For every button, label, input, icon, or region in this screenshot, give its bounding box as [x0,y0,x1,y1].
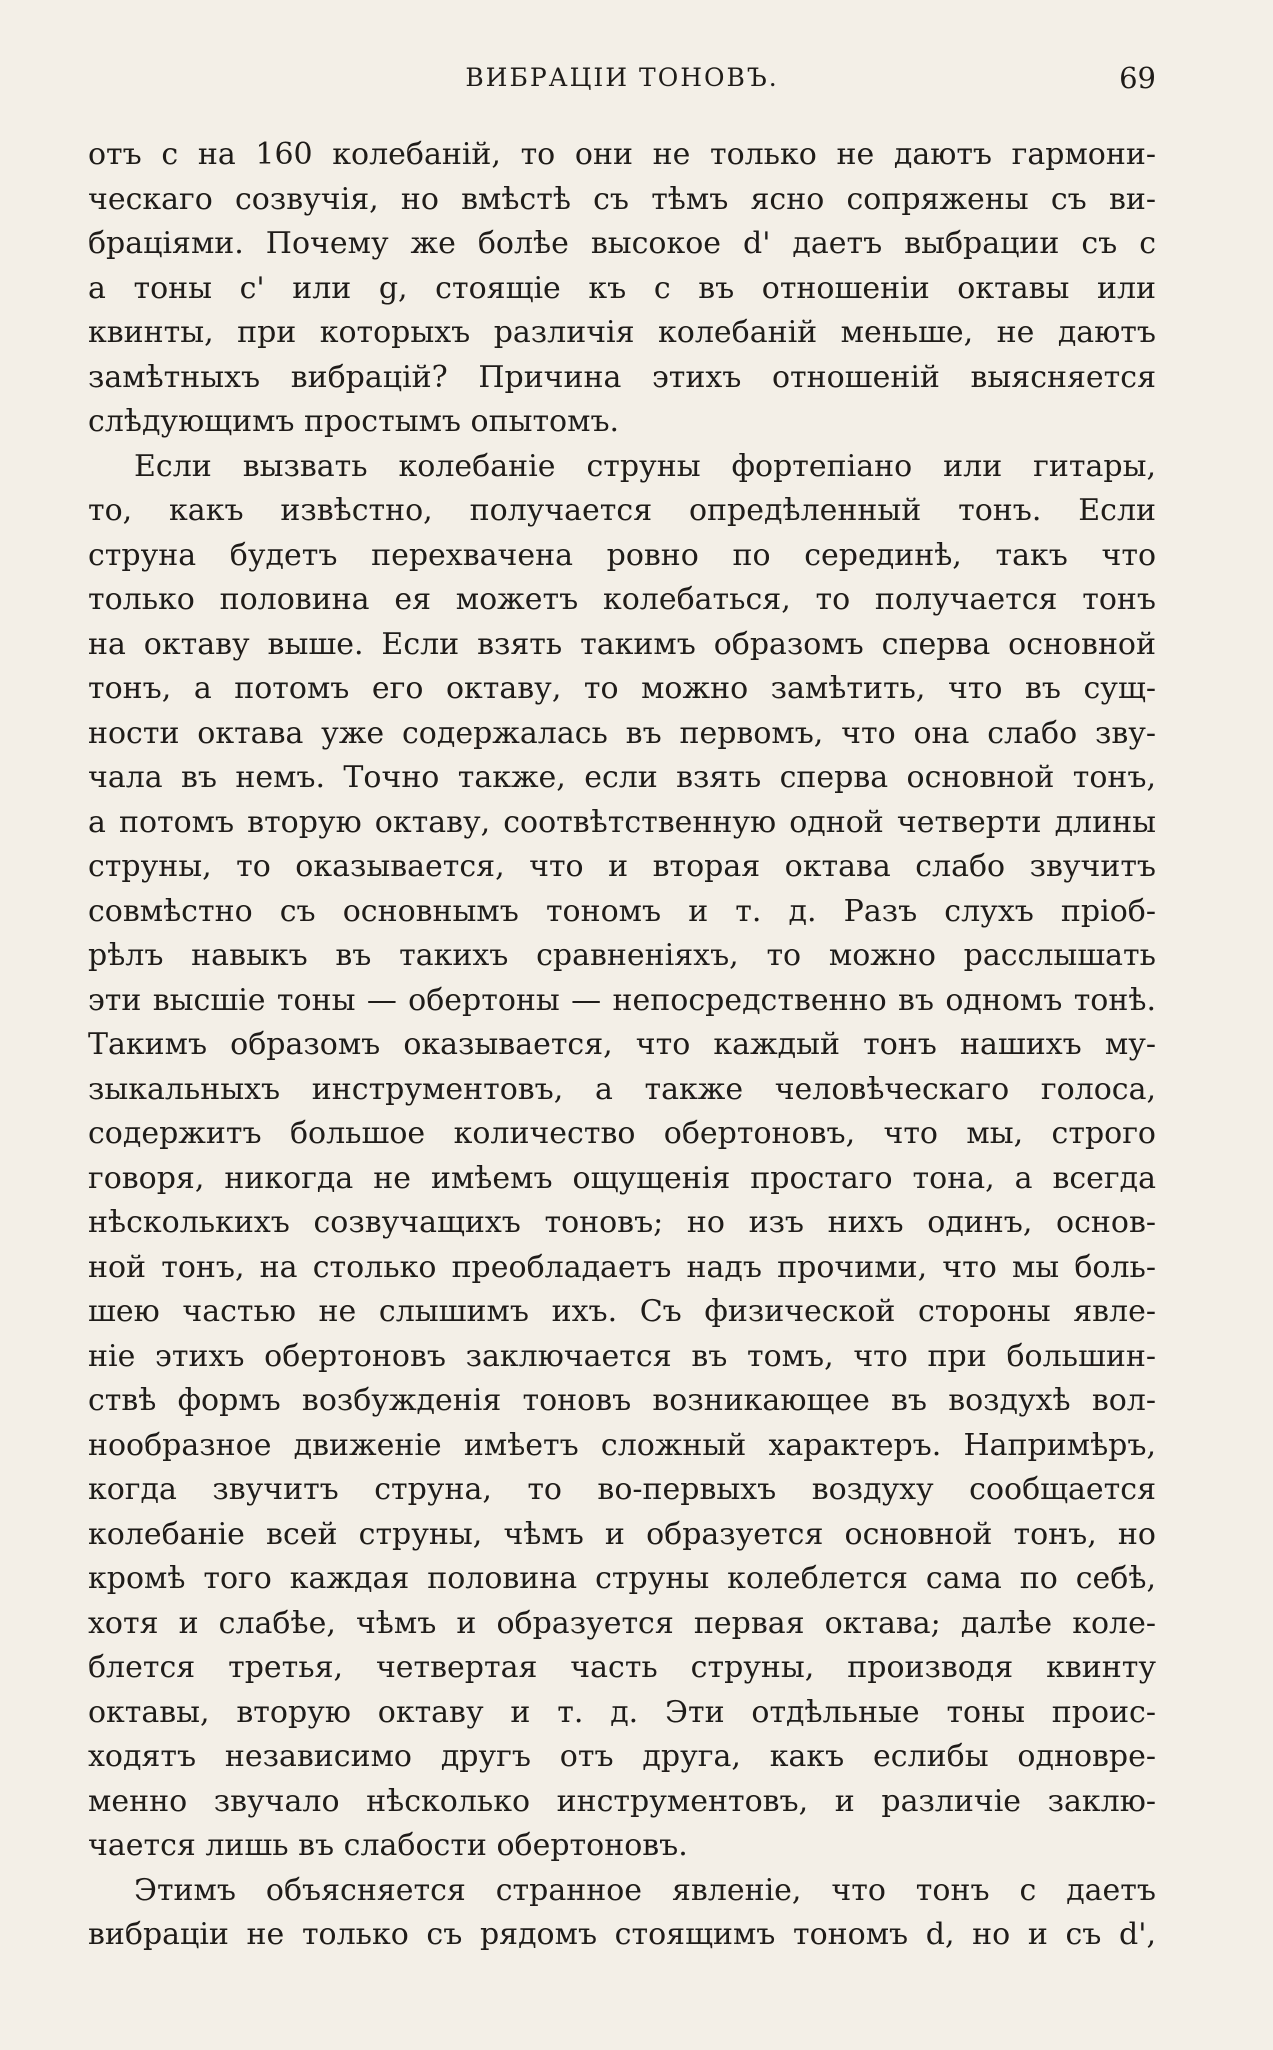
text-line: слѣдующимъ простымъ опытомъ. [88,404,620,439]
page-number: 69 [1119,61,1156,95]
text-line: эти высшіе тоны — обертоны — непосредственно въ одномъ тонѣ. [88,982,1156,1018]
text-line: чала въ немъ. Точно также, если взять сперва основной тонъ, [88,760,1156,795]
text-line: ствѣ формъ возбужденія тоновъ возникающее въ воздухѣ вол- [88,1383,1156,1418]
text-line: шею частью не слышимъ ихъ. Съ физической стороны явле- [88,1294,1156,1329]
text-line: блется третья, четвертая часть струны, производя квинту [88,1650,1156,1685]
text-line: ходятъ независимо другъ отъ друга, какъ еслибы одновре- [88,1739,1156,1774]
text-line: нѣсколькихъ созвучащихъ тоновъ; но изъ нихъ одинъ, основ- [88,1205,1156,1240]
text-line: брацiями. Почему же болѣе высокое d' даетъ выбрации съ c [88,226,1156,261]
text-line: замѣтныхъ вибрацій? Причина этихъ отношеній выясняется [88,359,1156,395]
text-line: только половина ея можетъ колебаться, то получается тонъ [88,582,1156,617]
text-line: отъ c на 160 колебаній, то они не только не даютъ гармони- [88,137,1156,172]
text-line: а тоны c' или g, стоящіе къ c въ отношеніи октавы или [88,270,1156,306]
text-line: ности октава уже содержалась въ первомъ, что она слабо зву- [88,715,1156,751]
text-line: хотя и слабѣе, чѣмъ и образуется первая октава; далѣе коле- [88,1605,1156,1641]
text-line: а потомъ вторую октаву, соотвѣтственную одной четверти длины [88,804,1156,840]
body-text [88,133,1156,1958]
text-line: ніе этихъ обертоновъ заключается въ томъ, что при большин- [88,1338,1156,1374]
text-line: зыкальныхъ инструментовъ, а также человѣческаго голоса, [88,1071,1156,1107]
text-line: струна будетъ перехвачена ровно по серединѣ, такъ что [88,537,1156,573]
text-line: кромѣ того каждая половина струны колеблется сама по себѣ, [88,1561,1156,1596]
text-line: колебаніе всей струны, чѣмъ и образуется основной тонъ, но [88,1516,1156,1552]
running-title: ВИБРАЦІИ ТОНОВЪ. [465,63,779,92]
text-line: Этимъ объясняется странное явленіе, что тонъ c даетъ [134,1872,1156,1908]
text-line: говоря, никогда не имѣемъ ощущенія простаго тона, а всегда [88,1160,1156,1196]
text-line: тонъ, а потомъ его октаву, то можно замѣтить, что въ сущ- [88,671,1156,706]
text-line: ческаго созвучія, но вмѣстѣ съ тѣмъ ясно сопряжены съ ви- [88,181,1156,217]
text-line: ной тонъ, на столько преобладаетъ надъ прочими, что мы боль- [88,1249,1156,1285]
text-line: вибраціи не только съ рядомъ стоящимъ тономъ d, но и съ d', [88,1917,1156,1952]
running-head [88,58,1156,98]
text-line: на октаву выше. Если взять такимъ образомъ сперва основной [88,626,1156,662]
text-line: Если вызвать колебаніе струны фортепіано или гитары, [134,448,1156,484]
text-line: менно звучало нѣсколько инструментовъ, и различіе заклю- [88,1783,1156,1819]
text-line: Такимъ образомъ оказывается, что каждый тонъ нашихъ му- [88,1027,1156,1062]
text-line: когда звучитъ струна, то во-первыхъ воздуху сообщается [88,1472,1156,1507]
text-line: совмѣстно съ основнымъ тономъ и т. д. Разъ слухъ пріоб- [88,893,1156,929]
text-line: чается лишь въ слабости обертоновъ. [88,1828,688,1863]
text-line: нообразное движеніе имѣетъ сложный характеръ. Напримѣръ, [88,1427,1156,1463]
text-line: струны, то оказывается, что и вторая октава слабо звучитъ [88,849,1156,884]
text-line: рѣлъ навыкъ въ такихъ сравненіяхъ, то можно расслышать [88,938,1156,973]
text-line: то, какъ извѣстно, получается опредѣленный тонъ. Если [88,493,1156,528]
text-line: квинты, при которыхъ различія колебаній меньше, не даютъ [88,315,1156,350]
text-line: содержитъ большое количество обертоновъ, что мы, строго [88,1116,1156,1151]
text-line: октавы, вторую октаву и т. д. Эти отдѣльные тоны проис- [88,1694,1156,1730]
